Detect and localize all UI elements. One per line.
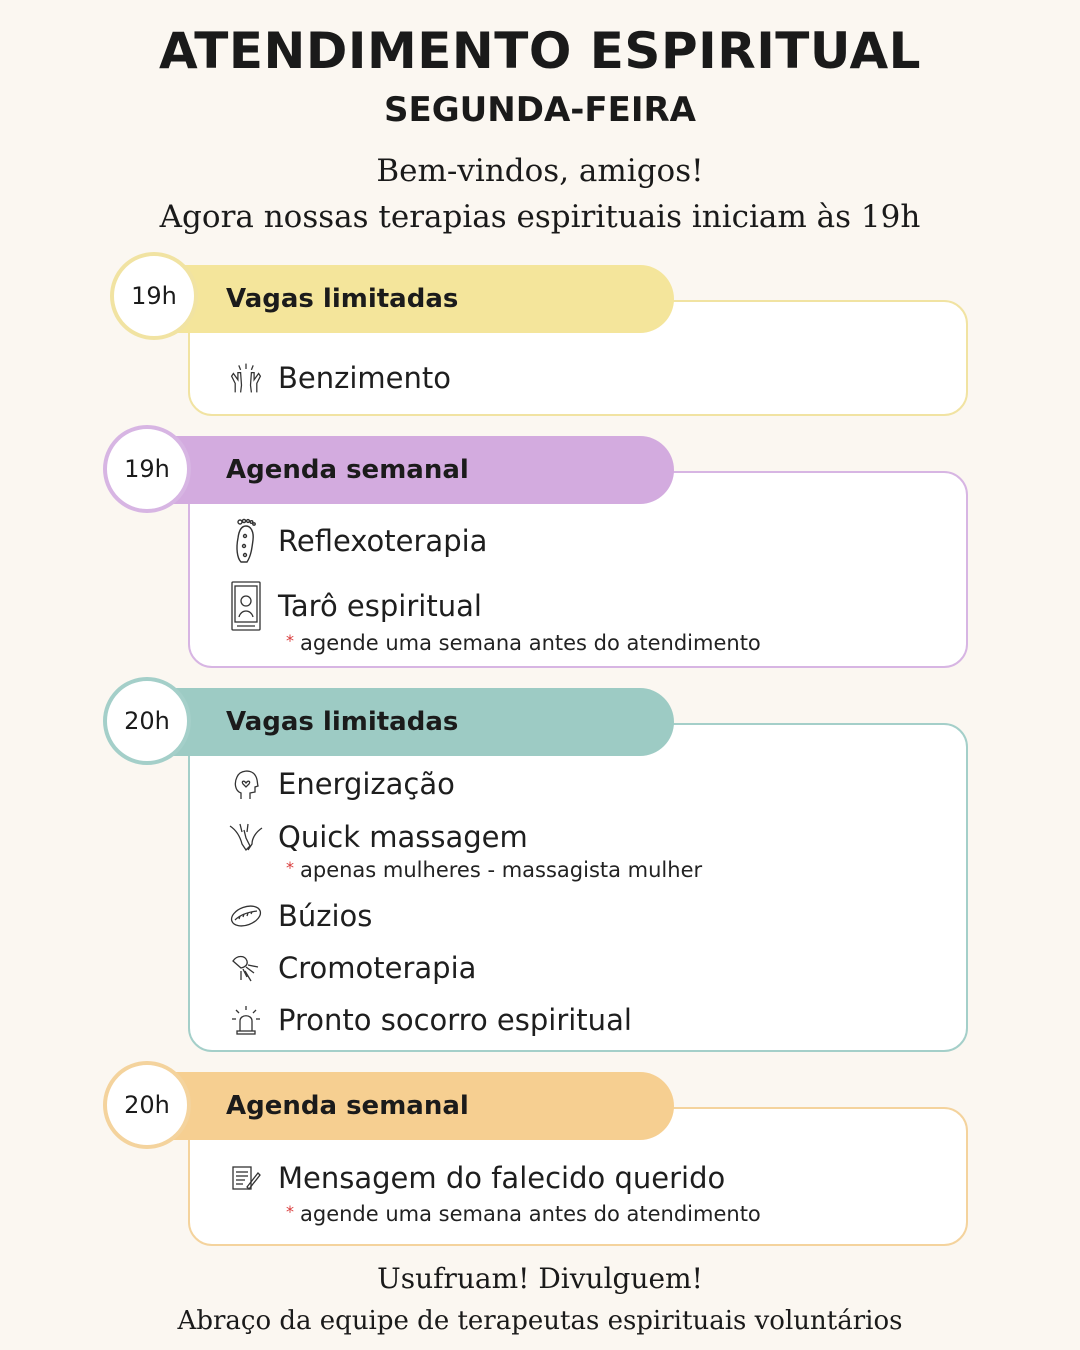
list-item	[228, 998, 632, 1042]
footer-line-1: Usufruam! Divulguem!	[377, 1262, 703, 1295]
asterisk-icon: *	[286, 1202, 294, 1221]
intro-line-1: Bem-vindos, amigos!	[376, 153, 704, 189]
intro-text	[0, 148, 1080, 240]
list-item	[228, 815, 528, 859]
footer-line-2: Abraço da equipe de terapeutas espirituais voluntários	[177, 1306, 903, 1336]
list-item	[228, 519, 487, 563]
section-header-label: Vagas limitadas	[226, 707, 459, 737]
intro-line-2: Agora nossas terapias espirituais iniciam às 19h	[159, 199, 921, 235]
colored-light-icon	[228, 948, 264, 988]
foot-reflexology-icon	[228, 521, 264, 561]
item-label: Energização	[278, 767, 455, 801]
item-label: Pronto socorro espiritual	[278, 1003, 632, 1037]
item-note: * agende uma semana antes do atendimento	[286, 1202, 761, 1226]
list-item	[228, 584, 482, 628]
item-label: Reflexoterapia	[278, 524, 488, 558]
list-item	[228, 894, 372, 938]
cowrie-shell-icon	[228, 896, 264, 936]
section-header-label: Agenda semanal	[226, 455, 469, 485]
asterisk-icon: *	[286, 858, 294, 877]
item-label: Benzimento	[278, 361, 451, 395]
time-badge: 19h	[103, 425, 191, 513]
item-label: Mensagem do falecido querido	[278, 1161, 726, 1195]
praying-hands-icon	[228, 358, 264, 398]
massage-hands-icon	[228, 817, 264, 857]
item-label: Cromoterapia	[278, 951, 477, 985]
tarot-card-icon	[228, 586, 264, 626]
time-badge: 20h	[103, 677, 191, 765]
list-item	[228, 356, 451, 400]
emergency-light-icon	[228, 1000, 264, 1040]
item-note: * apenas mulheres - massagista mulher	[286, 858, 703, 882]
list-item	[228, 762, 455, 806]
head-heart-icon	[228, 764, 264, 804]
section-header-label: Vagas limitadas	[226, 284, 459, 314]
time-badge: 20h	[103, 1061, 191, 1149]
asterisk-icon: *	[286, 631, 294, 650]
item-label: Búzios	[278, 899, 373, 933]
section-header-label: Agenda semanal	[226, 1091, 469, 1121]
item-label: Quick massagem	[278, 820, 528, 854]
item-note: * agende uma semana antes do atendimento	[286, 631, 761, 655]
time-badge: 19h	[110, 252, 198, 340]
page-subtitle: SEGUNDA-FEIRA	[384, 90, 696, 130]
list-item	[228, 1156, 725, 1200]
page-title: ATENDIMENTO ESPIRITUAL	[158, 22, 922, 80]
list-item	[228, 946, 476, 990]
item-label: Tarô espiritual	[278, 589, 482, 623]
message-note-icon	[228, 1158, 264, 1198]
